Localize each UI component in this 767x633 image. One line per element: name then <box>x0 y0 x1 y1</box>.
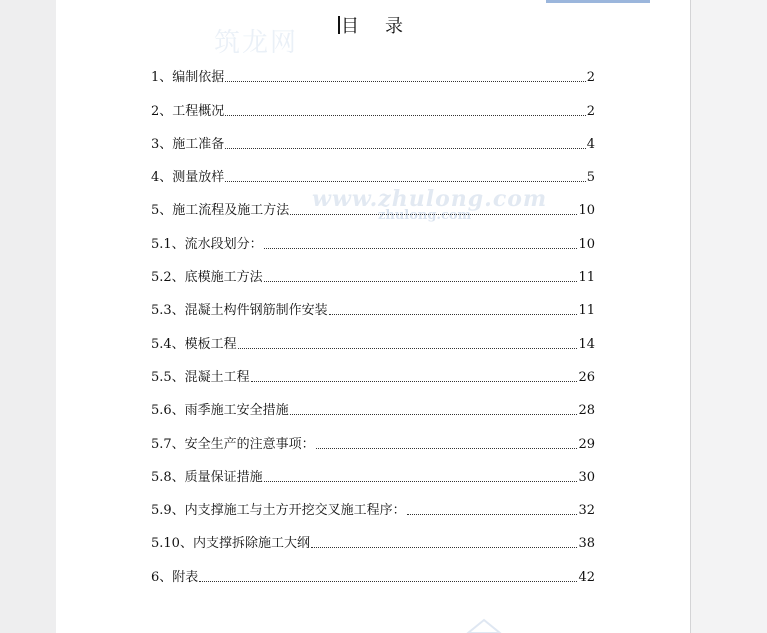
toc-entry[interactable] <box>151 519 595 552</box>
toc-dot-leader <box>199 580 577 582</box>
toc-entry[interactable] <box>151 319 595 352</box>
text-cursor <box>338 16 340 34</box>
toc-page-number: 11 <box>578 303 595 319</box>
toc-entry[interactable] <box>151 419 595 452</box>
toc-entry[interactable] <box>151 219 595 252</box>
toc-entry-label: 5.3、混凝土构件钢筋制作安装 <box>151 303 328 319</box>
page-title <box>338 12 403 36</box>
watermark-url-small: zhulong.com <box>378 208 472 223</box>
toc-dot-leader <box>290 213 577 215</box>
watermark-logo-text: 筑龙网 <box>214 28 299 58</box>
toc-dot-leader <box>264 280 578 282</box>
viewer-right-margin[interactable] <box>691 0 767 633</box>
toc-entry-label: 5.9、内支撑施工与土方开挖交叉施工程序： <box>151 503 406 519</box>
title-char-2: 录 <box>385 16 403 37</box>
toc-page-number: 29 <box>578 436 595 452</box>
toc-page-number: 42 <box>578 569 595 585</box>
document-page <box>56 0 690 633</box>
toc-entry-label: 5.5、混凝土工程 <box>151 369 250 385</box>
toc-page-number: 10 <box>578 236 595 252</box>
toc-page-number: 4 <box>586 136 595 152</box>
toc-entry[interactable] <box>151 253 595 286</box>
toc-dot-leader <box>225 114 585 116</box>
toc-dot-leader <box>225 180 585 182</box>
toc-entry[interactable] <box>151 286 595 319</box>
toc-entry-label: 5.10、内支撑拆除施工大纲 <box>151 536 310 552</box>
toc-dot-leader <box>264 247 578 249</box>
toc-page-number: 32 <box>578 503 595 519</box>
toc-dot-leader <box>251 380 578 382</box>
toc-dot-leader <box>264 480 578 482</box>
toc-dot-leader <box>225 80 585 82</box>
toc-entry[interactable] <box>151 386 595 419</box>
toc-entry[interactable] <box>151 86 595 119</box>
toc-entry-label: 5.6、雨季施工安全措施 <box>151 403 289 419</box>
toc-entry-label: 2、工程概况 <box>151 103 225 119</box>
watermark-url: www.zhulong.com <box>312 186 548 212</box>
toc-entry[interactable] <box>151 53 595 86</box>
viewer-left-margin <box>0 0 56 633</box>
toc-page-number: 2 <box>586 103 595 119</box>
toc-entry[interactable] <box>151 453 595 486</box>
toc-page-number: 11 <box>578 270 595 286</box>
toc-entry[interactable] <box>151 186 595 219</box>
toc-page-number: 26 <box>578 369 595 385</box>
toc-page-number: 2 <box>586 70 595 86</box>
toc-dot-leader <box>311 546 578 548</box>
table-of-contents <box>151 53 595 586</box>
toc-entry-label: 1、编制依据 <box>151 70 225 86</box>
toc-dot-leader <box>290 413 578 415</box>
toc-page-number: 10 <box>578 203 595 219</box>
toc-page-number: 30 <box>578 469 595 485</box>
toc-dot-leader <box>407 513 578 515</box>
toc-dot-leader <box>225 147 585 149</box>
toc-entry[interactable] <box>151 120 595 153</box>
toc-entry-label: 3、施工准备 <box>151 136 225 152</box>
toc-entry-label: 4、测量放样 <box>151 170 225 186</box>
toc-entry-label: 5.4、模板工程 <box>151 336 237 352</box>
toc-page-number: 38 <box>578 536 595 552</box>
toc-entry-label: 5.1、流水段划分： <box>151 236 263 252</box>
toc-entry-label: 5、施工流程及施工方法 <box>151 203 290 219</box>
watermark-logo-icon <box>466 618 502 633</box>
toc-entry-label: 5.7、安全生产的注意事项： <box>151 436 315 452</box>
toc-dot-leader <box>329 313 578 315</box>
toc-entry[interactable] <box>151 552 595 585</box>
toc-entry[interactable] <box>151 486 595 519</box>
toc-entry[interactable] <box>151 153 595 186</box>
toc-entry-label: 5.2、底模施工方法 <box>151 270 263 286</box>
toc-entry-label: 5.8、质量保证措施 <box>151 469 263 485</box>
toc-entry[interactable] <box>151 353 595 386</box>
toc-entry-label: 6、附表 <box>151 569 199 585</box>
selection-highlight-bar <box>546 0 650 3</box>
toc-dot-leader <box>316 447 578 449</box>
toc-dot-leader <box>238 347 578 349</box>
title-char-1: 目 <box>341 16 359 37</box>
toc-page-number: 14 <box>578 336 595 352</box>
toc-page-number: 28 <box>578 403 595 419</box>
toc-page-number: 5 <box>586 170 595 186</box>
